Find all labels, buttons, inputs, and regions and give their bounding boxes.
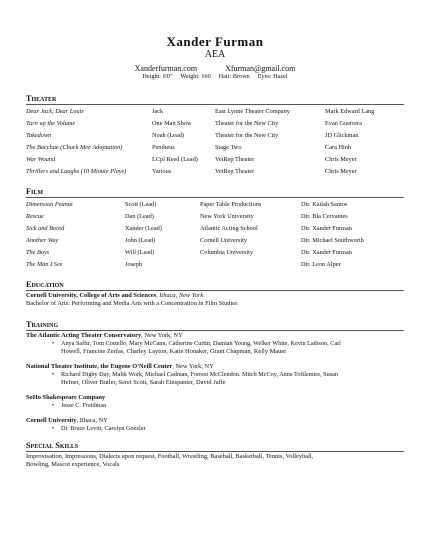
training-block [26,363,404,387]
instructor-line: • Dr. Bruce Levitt, Carolyn Goezler [52,425,404,433]
company: Theater for the New City [215,120,279,127]
section-divider [26,451,404,452]
production-title: Thrillers and Laughs (10 Minute Plays) [26,168,127,175]
company: Theater for the New City [215,132,279,139]
director: Dir. Leon Alper [301,261,341,268]
director: Dir. Xander Furman [301,225,352,232]
role: Pentheus [152,144,175,151]
skills-line: Bowling, Mascot experience, Vocals [26,461,120,468]
section-title-education: Education [26,280,64,289]
company [200,259,301,271]
director: Evan Guerrera [325,120,362,127]
role: Noah (Lead) [152,132,184,139]
institution-name: SoHo Shakespeare Company [26,394,106,401]
role: Joseph [125,261,143,268]
skills-line: Improvisation, Impressions, Dialects upon request, Football, Wrestling, Baseball, Basketball, Tennis, Volleyball, [26,453,314,460]
height-stat: Height: 6'0" [142,73,173,80]
role: Various [152,168,172,175]
instructor-line-continued: Hefner, Oliver Butler, Seret Scott, Sarah Einspanier, David Jaffe [61,379,226,386]
company: East Lynne Theater Company [215,108,290,115]
film-title: The Boys [26,249,50,256]
table-row [26,211,404,223]
instructor-list [26,402,404,410]
role: Dan (Lead) [125,213,154,220]
role: One Man Show [152,120,192,127]
production-title: Turn up the Volume [26,120,76,127]
institution-location: , New York, NY [141,332,183,339]
role: Scott (Lead) [125,201,157,208]
production-title: The Bacchae (Chuck Mee Adaptation) [26,144,123,151]
table-row [26,247,404,259]
instructor-line: • Anya Saffir, Tom Costello, Mary McCann, Catherine Curtin, Damian Young, Welker White, Kevin Laibson, Carl [52,340,404,348]
film-table [26,199,404,271]
institution-name: Cornell University [26,417,77,424]
eyes-stat: Eyes: Hazel [257,73,288,80]
table-row [26,199,404,211]
film-section [26,187,404,271]
film-title: Rescue [26,213,44,220]
director: Dir. Xander Furman [301,249,352,256]
role: Jack [152,108,164,115]
institution-name: The Atlantic Acting Theater Conservatory [26,332,142,339]
table-row [26,154,404,166]
table-row [26,223,404,235]
institution-location: , New York, NY [172,363,214,370]
director: Chris Meyer [325,156,357,163]
role: LCpl Reed (Lead) [152,156,198,163]
company: Cornell University [200,237,248,244]
role: John (Lead) [125,237,156,244]
theater-section [26,94,404,178]
company: VetRep Theater [215,168,255,175]
section-title-theater: Theater [26,94,57,103]
company: New York University [200,213,254,220]
company: Atlantic Acting School [200,225,258,232]
school-name: Cornell University, College of Arts and Sciences [26,292,157,299]
institution-location: , Ithaca, NY [76,417,108,424]
film-title: Another Way [26,237,59,244]
weight-stat: Weight: 160 [180,73,211,80]
film-title: Sick and Bored [26,225,65,232]
film-title: The Man I See [26,261,63,268]
instructor-list [26,371,404,379]
training-block [26,332,404,356]
institution-name: National Theater Institute, the Eugene O'Neill Center [26,363,173,370]
hair-stat: Hair: Brown [218,73,250,80]
director: JD Glickman [325,132,359,139]
role: Xander (Lead) [125,225,162,232]
film-title: Dimension Peanut [26,201,73,208]
instructor-list [26,425,404,433]
training-section [26,320,404,433]
training-block [26,394,404,410]
training-institution [26,417,404,425]
theater-table [26,106,404,178]
section-title-film: Film [26,187,44,196]
union-affiliation: AEA [204,49,226,60]
company: Stage Two [215,144,242,151]
director: Cara Hinh [325,144,352,151]
production-title: War Wound [26,156,56,163]
section-divider [26,330,404,331]
skills-section [26,441,404,469]
director: Dir. Kailah Santos [301,201,348,208]
education-section [26,280,404,308]
section-title-skills: Special Skills [26,441,79,450]
instructor-line: • Jesse C. Freidman [52,402,404,410]
section-title-training: Training [26,320,59,329]
director: Dir. Bla Cervantes [301,213,348,220]
resume-header [26,34,404,80]
table-row [26,259,404,271]
production-title: Takedown [26,132,52,139]
actor-name: Xander Furman [166,34,264,49]
director: Dir. Michael Southworth [301,237,364,244]
education-school [26,292,404,300]
table-row [26,106,404,118]
school-location: , Ithaca, New York [156,292,204,299]
director: Chris Meyer [325,168,357,175]
instructor-list [26,340,404,348]
instructor-line-continued: Howell, Francine Zerfas, Charley Layton, Katie Honaker, Grant Chapman, Kelly Mauer [61,348,287,355]
contact-line [26,64,404,73]
education-degree: Bachelor of Arts: Performing and Media Arts with a Concentration in Film Studies [26,300,238,307]
table-row [26,142,404,154]
physical-stats [26,73,404,80]
website-link[interactable]: Xanderfurman.com [134,64,198,73]
training-block [26,417,404,433]
section-divider [26,104,404,105]
training-institution [26,394,404,402]
table-row [26,235,404,247]
table-row [26,118,404,130]
table-row [26,130,404,142]
table-row [26,166,404,178]
director: Mark Edward Lang [325,108,375,115]
training-institution [26,332,404,340]
training-institution [26,363,404,371]
company: VetRep Theater [215,156,255,163]
instructor-line: • Richard Digby Day, Malik Work, Michael Cadman, Forrest McClendon. Mitch McCoy, Anne Toftlemire, Susan [52,371,404,379]
company: Columbia University [200,249,253,256]
production-title: Dear Jack, Dear Louis [26,108,84,115]
role: Will (Lead) [125,249,155,256]
section-divider [26,290,404,291]
section-divider [26,197,404,198]
company: Paper Table Productions [200,201,262,208]
email-link[interactable]: Xfurman@gmail.com [225,64,296,73]
